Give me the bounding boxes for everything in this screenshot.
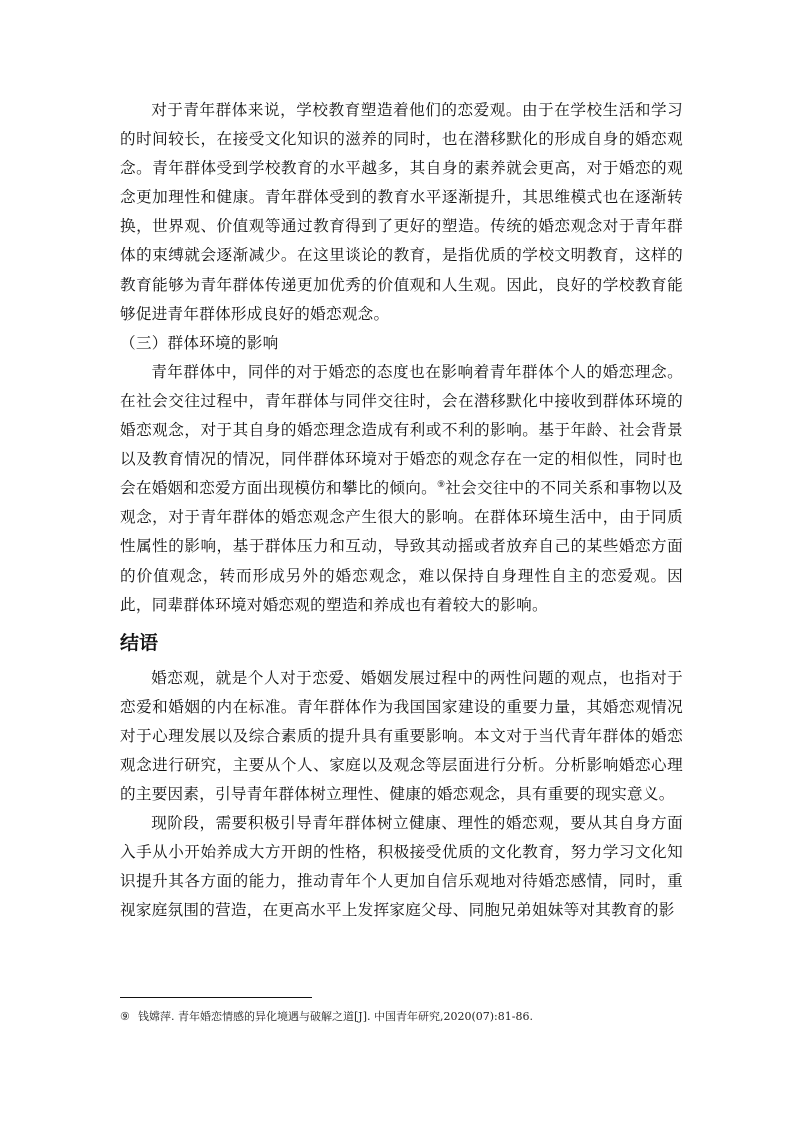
footnote-marker: ⑨ bbox=[120, 1010, 130, 1023]
footnote bbox=[120, 1009, 683, 1025]
paragraph-group-environment bbox=[120, 358, 683, 620]
footnote-reference[interactable]: ⑨ bbox=[436, 480, 446, 491]
paragraph-text-part-1: 青年群体中，同伴的对于婚恋的态度也在影响着青年群体个人的婚恋理念。在社会交往过程中，青年群体与同伴交往时，会在潜移默化中接收到群体环境的婚恋观念，对于其自身的婚恋理念造成有利或不利的影响。基于年龄、社会背景以及教育情况的情况，同伴群体环境对于婚恋的观念存在一定的相似性，同时也会在婚姻和恋爱方面出现模仿和攀比的倾向。 bbox=[120, 362, 683, 498]
footnote-text: 钱嫦萍. 青年婚恋情感的异化境遇与破解之道[J]. 中国青年研究,2020(07):81-86. bbox=[138, 1010, 533, 1023]
document-body bbox=[120, 96, 683, 926]
paragraph-conclusion-1: 婚恋观，就是个人对于恋爱、婚姻发展过程中的两性问题的观点，也指对于恋爱和婚姻的内在标准。青年群体作为我国国家建设的重要力量，其婚恋观情况对于心理发展以及综合素质的提升具有重要影响。本文对于当代青年群体的婚恋观念进行研究，主要从个人、家庭以及观念等层面进行分析。分析影响婚恋心理的主要因素，引导青年群体树立理性、健康的婚恋观念，具有重要的现实意义。 bbox=[120, 668, 683, 804]
paragraph-text-part-2: 社会交往中的不同关系和事物以及观念，对于青年群体的婚恋观念产生很大的影响。在群体环境生活中，由于同质性属性的影响，基于群体压力和互动，导致其动摇或者放弃自己的某些婚恋方面的价值观念，转而形成另外的婚恋观念，难以保持自身理性自主的恋爱观。因此，同辈群体环境对婚恋观的塑造和养成也有着较大的影响。 bbox=[120, 479, 683, 614]
section-subheading: （三）群体环境的影响 bbox=[120, 333, 279, 352]
footnote-divider bbox=[120, 997, 312, 998]
conclusion-heading: 结语 bbox=[120, 631, 159, 654]
paragraph-conclusion-2: 现阶段，需要积极引导青年群体树立健康、理性的婚恋观，要从其自身方面入手从小开始养成大方开朗的性格，积极接受优质的文化教育，努力学习文化知识提升其各方面的能力，推动青年个人更加自信乐观地对待婚恋感情，同时，重视家庭氛围的营造，在更高水平上发挥家庭父母、同胞兄弟姐妹等对其教育的影 bbox=[120, 814, 683, 920]
paragraph-school-education: 对于青年群体来说，学校教育塑造着他们的恋爱观。由于在学校生活和学习的时间较长，在接受文化知识的滋养的同时，也在潜移默化的形成自身的婚恋观念。青年群体受到学校教育的水平越多，其自身的素养就会更高，对于婚恋的观念更加理性和健康。青年群体受到的教育水平逐渐提升，其思维模式也在逐渐转换，世界观、价值观等通过教育得到了更好的塑造。传统的婚恋观念对于青年群体的束缚就会逐渐减少。在这里谈论的教育，是指优质的学校文明教育，这样的教育能够为青年群体传递更加优秀的价值观和人生观。因此，良好的学校教育能够促进青年群体形成良好的婚恋观念。 bbox=[120, 101, 683, 323]
